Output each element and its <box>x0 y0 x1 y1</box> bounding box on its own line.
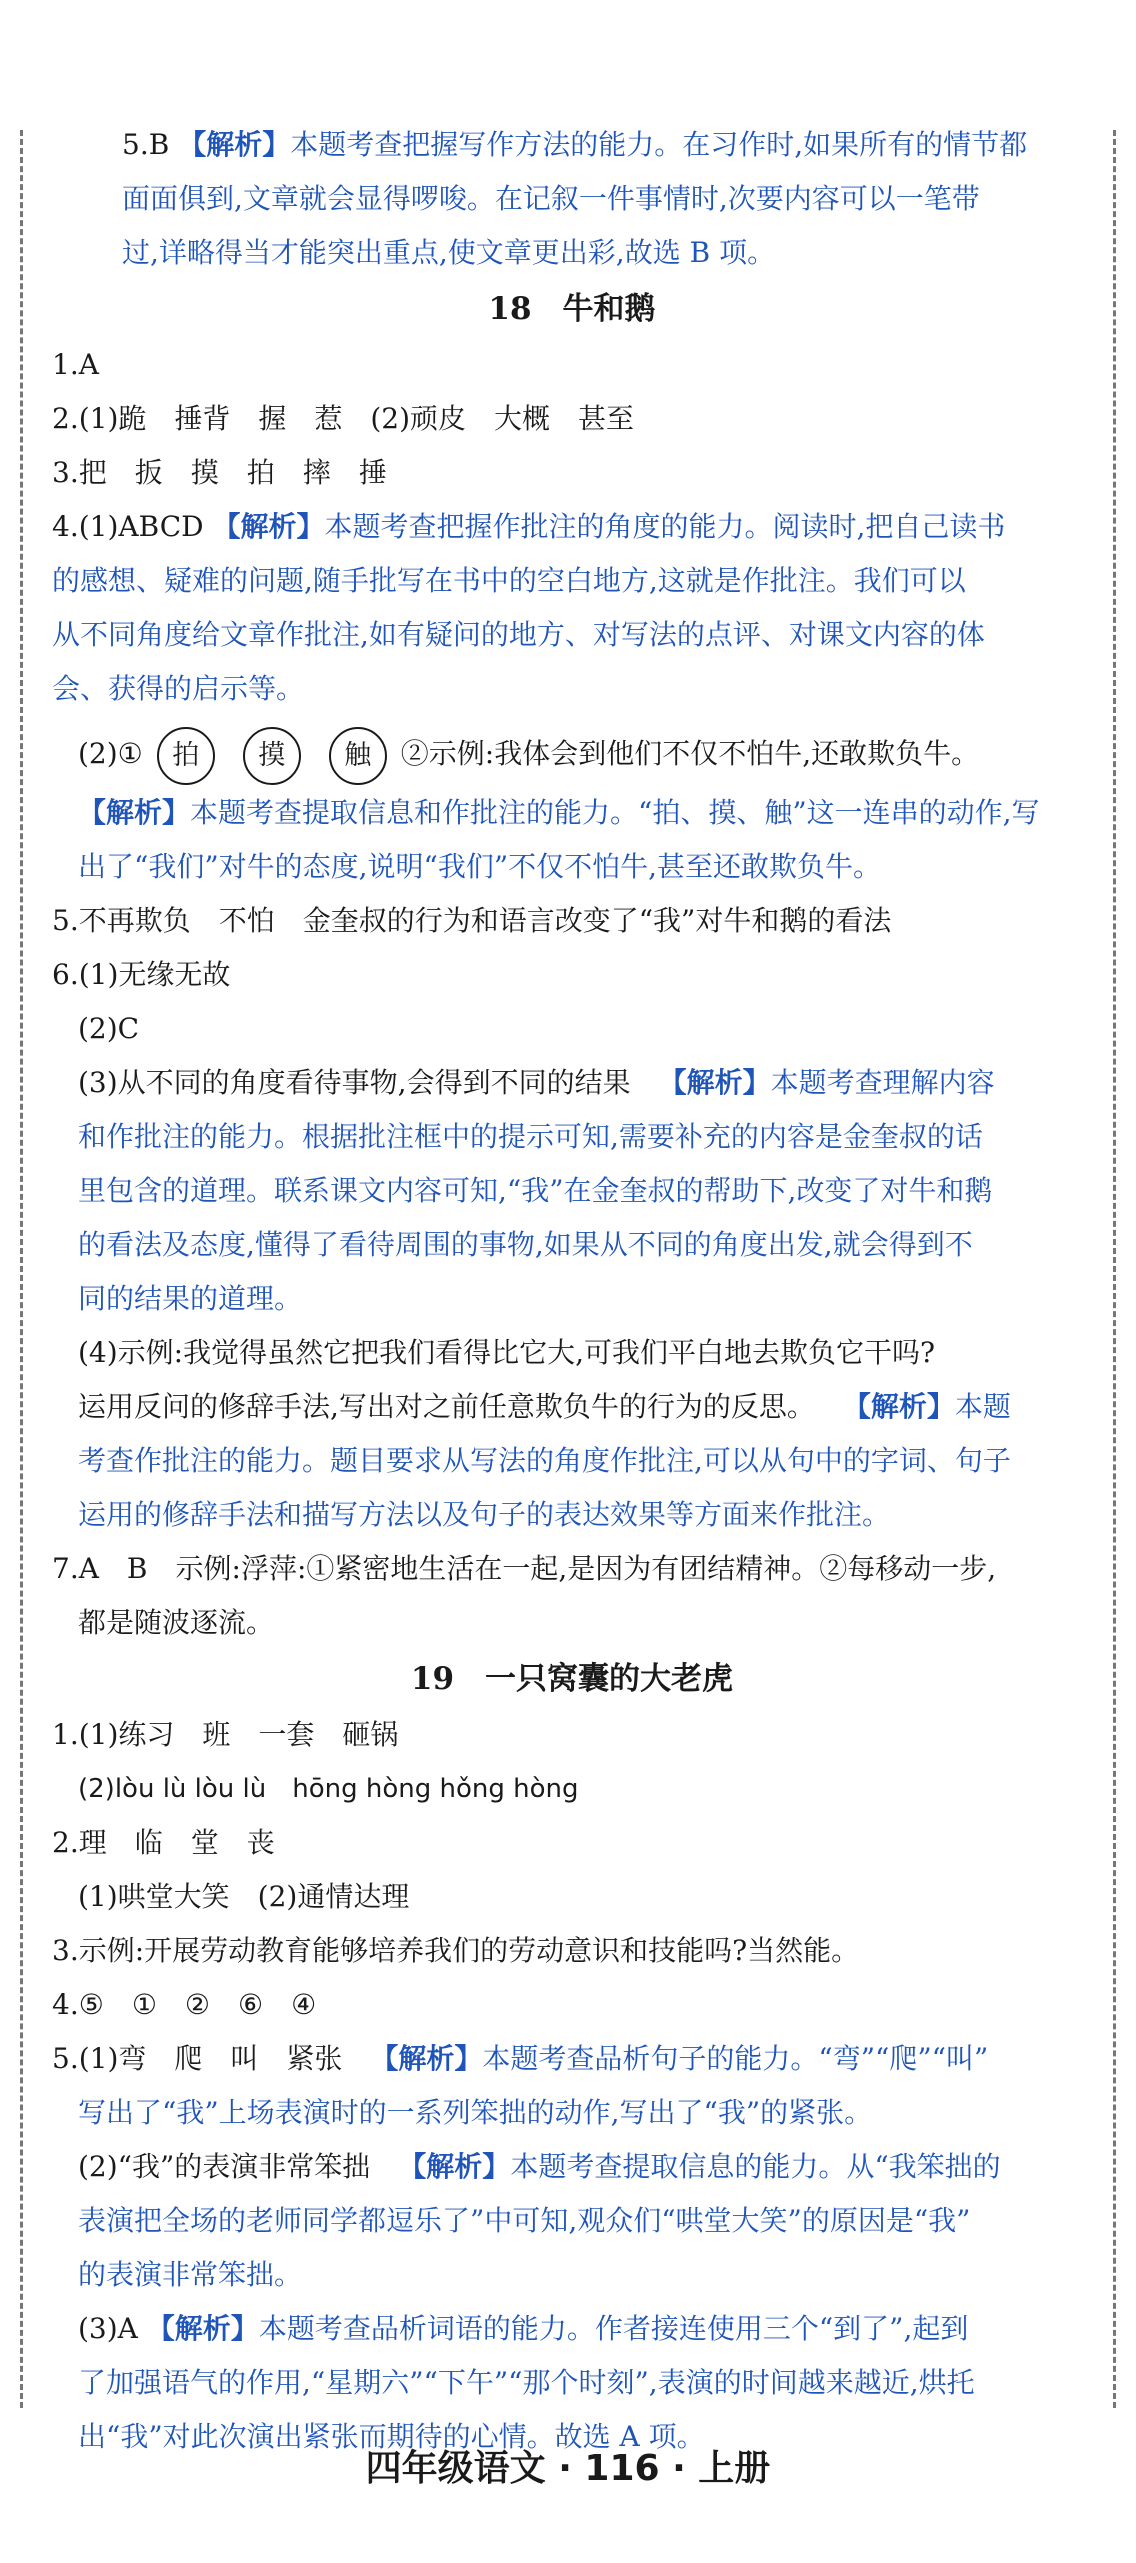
analysis-tag: 【解析】 <box>398 2150 511 2183</box>
question-number: 5.B <box>122 128 170 161</box>
analysis-tag: 【解析】 <box>370 2042 483 2075</box>
s18-q6-1: 6.(1)无缘无故 <box>52 958 231 991</box>
s19-q2-2: (1)哄堂大笑 (2)通情达理 <box>78 1880 410 1913</box>
analysis-text: 本题 <box>954 1390 1011 1423</box>
s19-q5-2-line3: 的表演非常笨拙。 <box>78 2258 303 2291</box>
s19-q2: 2.理 临 堂 丧 <box>52 1826 275 1859</box>
answer-text: 4.(1)ABCD <box>52 510 204 543</box>
s18-q6-3-line1 <box>52 1056 1092 1110</box>
s18-q6-3-line5: 同的结果的道理。 <box>78 1282 303 1315</box>
s19-q4: 4.⑤ ① ② ⑥ ④ <box>52 1988 317 2021</box>
s18-q1: 1.A <box>52 348 99 381</box>
s18-q6-3-line3: 里包含的道理。联系课文内容可知,“我”在金奎叔的帮助下,改变了对牛和鹅 <box>78 1174 993 1207</box>
answer-text: (2)“我”的表演非常笨拙 <box>78 2150 371 2183</box>
s18-q6-4-line3: 考查作批注的能力。题目要求从写法的角度作批注,可以从句中的字词、句子 <box>78 1444 1011 1477</box>
s19-q5-2-line2: 表演把全场的老师同学都逗乐了”中可知,观众们“哄堂大笑”的原因是“我” <box>78 2204 971 2237</box>
analysis-tag: 【解析】 <box>178 128 291 161</box>
s18-q4-2 <box>52 722 1092 786</box>
answer-text: (3)A <box>78 2312 138 2345</box>
analysis-text: 本题考查品析句子的能力。“弯”“爬”“叫” <box>482 2042 989 2075</box>
s18-q6-3-line2: 和作批注的能力。根据批注框中的提示可知,需要补充的内容是金奎叔的话 <box>78 1120 983 1153</box>
q5b-line1 <box>52 118 1092 172</box>
s18-q6-2: (2)C <box>78 1012 140 1045</box>
circled-char: 摸 <box>243 727 301 785</box>
s19-q5-1-line1 <box>52 2032 1092 2086</box>
s18-q6-4-line2 <box>52 1380 1092 1434</box>
s19-q3: 3.示例:开展劳动教育能够培养我们的劳动意识和技能吗?当然能。 <box>52 1934 860 1967</box>
s18-q7-line1: 7.A B 示例:浮萍:①紧密地生活在一起,是因为有团结精神。②每移动一步, <box>52 1552 997 1585</box>
analysis-tag: 【解析】 <box>212 510 325 543</box>
section-title-19: 19 一只窝囊的大老虎 <box>410 1661 734 1697</box>
answer-text: ②示例:我体会到他们不仅不怕牛,还敢欺负牛。 <box>400 737 980 770</box>
q5b-line2: 面面俱到,文章就会显得啰唆。在记叙一件事情时,次要内容可以一笔带 <box>122 182 980 215</box>
s18-q6-4-line4: 运用的修辞手法和描写方法以及句子的表达效果等方面来作批注。 <box>78 1498 891 1531</box>
analysis-text: 本题考查品析词语的能力。作者接连使用三个“到了”,起到 <box>258 2312 969 2345</box>
s18-q3: 3.把 扳 摸 拍 摔 捶 <box>52 456 387 489</box>
answer-text: (3)从不同的角度看待事物,会得到不同的结果 <box>78 1066 631 1099</box>
s19-q1-2: (2)lòu lù lòu lù hōng hòng hǒng hòng <box>78 1774 579 1804</box>
analysis-tag: 【解析】 <box>842 1390 955 1423</box>
right-binding-line <box>1113 130 1116 2408</box>
answer-page <box>52 118 1092 2464</box>
s19-q5-3-line1 <box>52 2302 1092 2356</box>
circled-char: 拍 <box>157 727 215 785</box>
analysis-text: 本题考查把握作批注的角度的能力。阅读时,把自己读书 <box>324 510 1006 543</box>
s19-q5-3-line3: 出“我”对此次演出紧张而期待的心情。故选 A 项。 <box>78 2420 705 2453</box>
analysis-tag: 【解析】 <box>146 2312 259 2345</box>
circled-char: 触 <box>329 727 387 785</box>
s18-q4-line1 <box>52 500 1092 554</box>
s18-q2: 2.(1)跪 捶背 握 惹 (2)顽皮 大概 甚至 <box>52 402 635 435</box>
q5b-line3: 过,详略得当才能突出重点,使文章更出彩,故选 B 项。 <box>122 236 776 269</box>
s18-q7-line2: 都是随波逐流。 <box>78 1606 275 1639</box>
page-footer: 四年级语文 · 116 · 上册 <box>365 2448 771 2489</box>
s19-q5-2-line1 <box>52 2140 1092 2194</box>
analysis-text: 本题考查提取信息和作批注的能力。“拍、摸、触”这一连串的动作,写 <box>190 796 1040 829</box>
answer-text: 运用反问的修辞手法,写出对之前任意欺负牛的行为的反思。 <box>78 1390 815 1423</box>
s18-q4-line3: 从不同角度给文章作批注,如有疑问的地方、对写法的点评、对课文内容的体 <box>52 618 985 651</box>
analysis-tag: 【解析】 <box>658 1066 771 1099</box>
analysis-text: 本题考查理解内容 <box>770 1066 995 1099</box>
analysis-tag: 【解析】 <box>78 796 191 829</box>
s18-q5: 5.不再欺负 不怕 金奎叔的行为和语言改变了“我”对牛和鹅的看法 <box>52 904 892 937</box>
s18-q4-2-analysis1 <box>52 786 1092 840</box>
section-title-18: 18 牛和鹅 <box>488 291 656 327</box>
s18-q4-line2: 的感想、疑难的问题,随手批写在书中的空白地方,这就是作批注。我们可以 <box>52 564 966 597</box>
s19-q5-3-line2: 了加强语气的作用,“星期六”“下午”“那个时刻”,表演的时间越来越近,烘托 <box>78 2366 975 2399</box>
s18-q4-line4: 会、获得的启示等。 <box>52 672 305 705</box>
s19-q1-1: 1.(1)练习 班 一套 砸锅 <box>52 1718 399 1751</box>
analysis-text: 本题考查提取信息的能力。从“我笨拙的 <box>510 2150 1001 2183</box>
s18-q6-4-line1: (4)示例:我觉得虽然它把我们看得比它大,可我们平白地去欺负它干吗? <box>78 1336 936 1369</box>
s18-q6-3-line4: 的看法及态度,懂得了看待周围的事物,如果从不同的角度出发,就会得到不 <box>78 1228 973 1261</box>
s19-q5-1-line2: 写出了“我”上场表演时的一系列笨拙的动作,写出了“我”的紧张。 <box>78 2096 873 2129</box>
analysis-text: 本题考查把握写作方法的能力。在习作时,如果所有的情节都 <box>290 128 1028 161</box>
answer-text: 5.(1)弯 爬 叫 紧张 <box>52 2042 343 2075</box>
s18-q4-2-analysis2: 出了“我们”对牛的态度,说明“我们”不仅不怕牛,甚至还敢欺负牛。 <box>78 850 882 883</box>
answer-text: (2)① <box>78 737 143 770</box>
left-binding-line <box>20 130 23 2408</box>
